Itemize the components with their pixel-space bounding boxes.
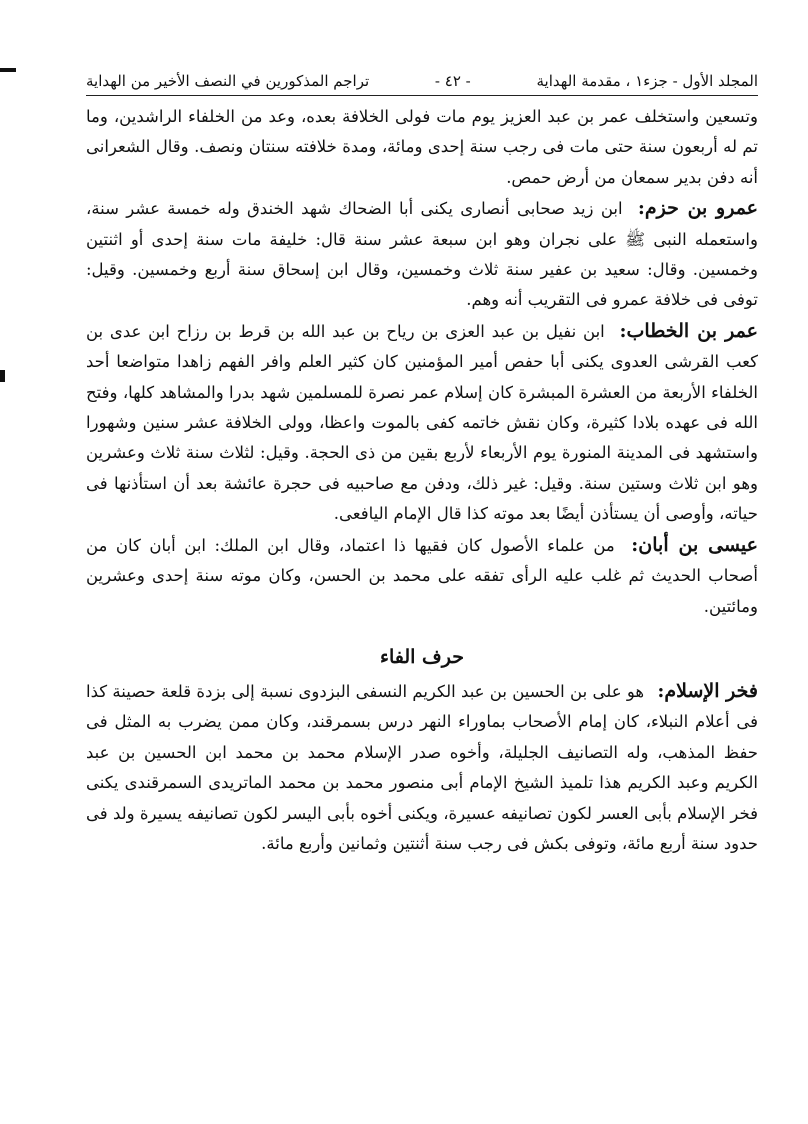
entry-amr-ibn-hazm [86, 193, 758, 316]
header-volume: المجلد الأول - جزء١ ، مقدمة الهداية [536, 72, 758, 90]
margin-mark [0, 68, 16, 72]
entry-name: عمرو بن حزم: [637, 197, 759, 220]
margin-mark [0, 370, 5, 382]
entry-name: عمر بن الخطاب: [619, 319, 758, 342]
entry-name: فخر الإسلام: [657, 679, 758, 702]
entry-text: من علماء الأصول كان فقيها ذا اعتماد، وقال ابن الملك: ابن أبان كان من أصحاب الحديث ثم غلب عليه الرأى تفقه على محمد بن الحسن، وكان موته سنة إحدى وعشرين ومائتين. [86, 535, 758, 616]
entry-umar-ibn-al-khattab [86, 316, 758, 530]
header-title: تراجم المذكورين في النصف الأخير من الهداية [86, 72, 370, 90]
running-header [86, 70, 758, 96]
document-page [86, 70, 758, 859]
entry-text: هو على بن الحسين بن عبد الكريم النسفى البزدوى نسبة إلى بزدة قلعة حصينة كذا فى أعلام النبلاء، كان إمام الأصحاب بماوراء النهر درس بسمرقند، وكان ممن يضرب به المثل فى حفظ المذهب، وله التصانيف الجليلة، وأخوه صدر الإسلام محمد بن محمد ابن الحسين بن عبد الكريم وعبد الكريم هذا تلميذ الشيخ الإمام أبى منصور محمد بن محمد الماتريدى السمرقندى يكنى فخر الإسلام بأبى العسر لكون تصانيفه عسيرة، ويكنى أخوه بأبى اليسر لكون تصانيفه يسيرة ولد فى حدود سنة أربع مائة، وتوفى بكش فى رجب سنة أثنتين وثمانين وأربع مائة. [86, 681, 758, 853]
entry-fakhr-al-islam [86, 676, 758, 859]
entry-text: ابن نفيل بن عبد العزى بن رياح بن عبد الله بن قرط بن رزاح ابن عدى بن كعب القرشى العدوى يكنى أبا حفص أمير المؤمنين كان كثير العلم وافر الفهم زاهدا متواضعا أحد الخلفاء الأربعة من العشرة المبشرة كان إسلام عمر نصرة للمسلمين شهد بدرا والمشاهد كلها، وفتح الله فى عهده بلادا كثيرة، وكان نقش خاتمه كفى بالموت واعظا، وولى الخلافة عشر سنين وشهورا واستشهد فى المدينة المنورة يوم الأربعاء لأربع بقين من ذى الحجة. وقيل: لثلاث سنة ثلاث وعشرين وهو ابن ثلاث وستين سنة. وقيل: غير ذلك، ودفن مع صاحبيه فى حجرة عائشة بعد أن استأذنها فى حياته، وأوصى أن يستأذن أيضًا بعد موته كذا قال الإمام اليافعى. [86, 321, 758, 524]
entry-isa-ibn-aban [86, 530, 758, 622]
page-number: - ٤٢ - [434, 72, 471, 90]
section-heading: حرف الفاء [380, 645, 464, 668]
intro-paragraph: وتسعين واستخلف عمر بن عبد العزيز يوم مات فولى الخلافة بعده، وعد من الخلفاء الراشدين، وما تم له أربعون سنة حتى مات فى رجب سنة إحدى ومائة، ومدة خلافته سنتان ونصف. وقال الشعرانى أنه دفن بدير سمعان من أرض حمص. [86, 107, 758, 187]
entry-text: ابن زيد صحابى أنصارى يكنى أبا الضحاك شهد الخندق وله خمسة عشر سنة، واستعمله النبى ﷺ على نجران وهو ابن سبعة عشر سنة قال: خليفة مات سنة إحدى أو اثنتين وخمسين. وقال: سعيد بن عفير سنة ثلاث وخمسين، وقال ابن إسحاق سنة أربع وخمسين. وقيل: توفى فى خلافة عمرو فى التقريب أنه وهم. [86, 199, 758, 310]
entry-name: عيسى بن أبان: [631, 533, 758, 556]
